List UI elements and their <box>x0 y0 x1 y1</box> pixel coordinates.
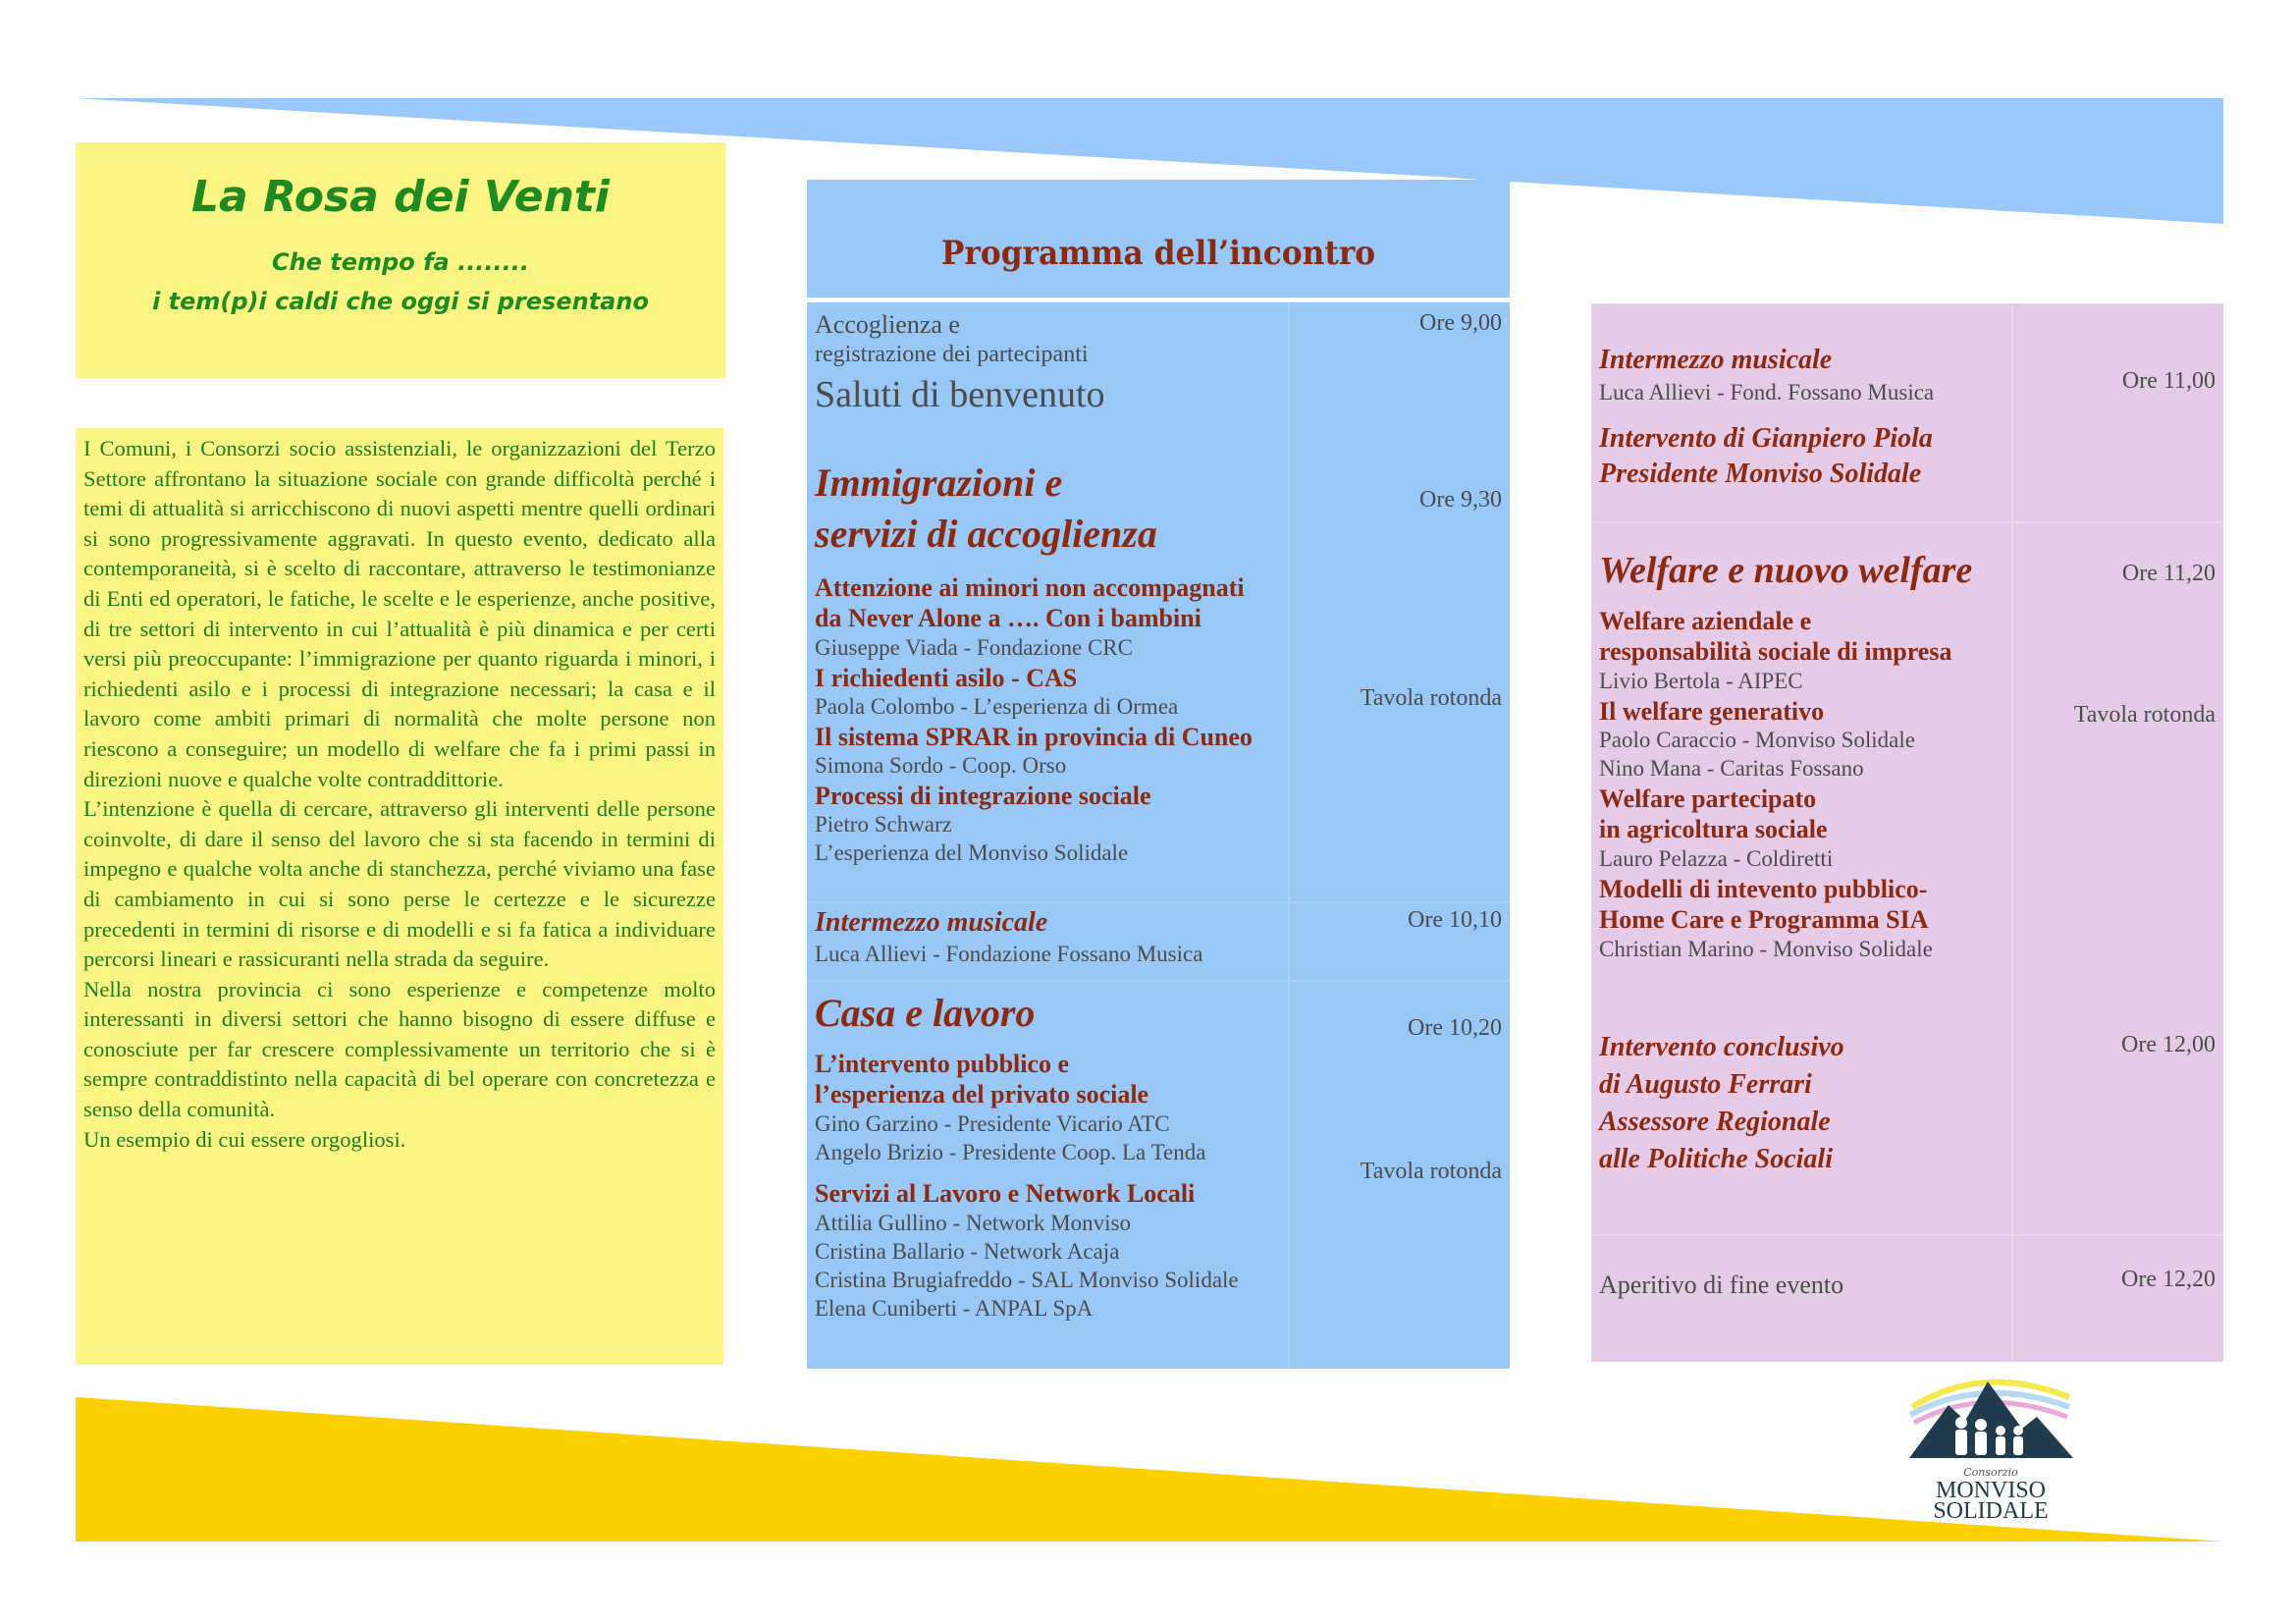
time-1020: Ore 10,20 <box>1408 1015 1502 1041</box>
asilo-title: I richiedenti asilo - CAS <box>815 664 1078 692</box>
esperienza-monviso: L’esperienza del Monviso Solidale <box>815 840 1129 865</box>
immigrazioni-title-1: Immigrazioni e <box>815 460 1063 505</box>
program-header-box <box>807 180 1510 298</box>
event-subtitle <box>76 243 725 321</box>
minori-line-2: da Never Alone a …. Con i bambini <box>815 604 1201 632</box>
conclusivo-line-2: di Augusto Ferrari <box>1599 1069 1812 1100</box>
logo-solidale: SOLIDALE <box>1933 1498 2049 1524</box>
accoglienza-line-1: Accoglienza e <box>815 310 960 339</box>
speaker-schwarz: Pietro Schwarz <box>815 812 952 837</box>
conclusivo-line-4: alle Politiche Sociali <box>1599 1144 1833 1174</box>
tavola-rotonda-1: Tavola rotonda <box>1360 685 1502 711</box>
event-title: La Rosa dei Venti <box>190 172 611 222</box>
aziendale-line-1: Welfare aziendale e <box>1599 607 1812 635</box>
speaker-caraccio: Paolo Caraccio - Monviso Solidale <box>1599 728 1915 752</box>
intermezzo-speaker: Luca Allievi - Fondazione Fossano Musica <box>815 942 1203 966</box>
speaker-colombo: Paola Colombo - L’esperienza di Ormea <box>815 694 1179 719</box>
pubblico-line-1: L’intervento pubblico e <box>815 1050 1070 1078</box>
speaker-ballario: Cristina Ballario - Network Acaja <box>815 1239 1120 1264</box>
accoglienza-line-2: registrazione dei partecipanti <box>815 342 1089 367</box>
time-1010: Ore 10,10 <box>1408 907 1502 933</box>
servizi-lavoro-title: Servizi al Lavoro e Network Locali <box>815 1179 1196 1208</box>
speaker-garzino: Gino Garzino - Presidente Vicario ATC <box>815 1111 1170 1136</box>
time-930: Ore 9,30 <box>1419 487 1502 513</box>
modelli-line-1: Modelli di intevento pubblico- <box>1599 875 1928 903</box>
speaker-viada: Giuseppe Viada - Fondazione CRC <box>815 635 1133 660</box>
time-1120: Ore 11,20 <box>2121 561 2216 586</box>
speaker-cuniberti: Elena Cuniberti - ANPAL SpA <box>815 1296 1094 1321</box>
speaker-brugiafreddo: Cristina Brugiafreddo - SAL Monviso Solidale <box>815 1268 1239 1292</box>
aziendale-line-2: responsabilità sociale di impresa <box>1599 637 1952 666</box>
sprar-title: Il sistema SPRAR in provincia di Cuneo <box>815 723 1253 751</box>
row-divider <box>807 980 1510 982</box>
row-divider <box>807 901 1510 903</box>
program-panel <box>807 302 1510 1369</box>
saluti-title: Saluti di benvenuto <box>815 374 1105 415</box>
speaker-sordo: Simona Sordo - Coop. Orso <box>815 753 1067 778</box>
row-divider <box>1591 1234 2223 1236</box>
title-box <box>76 142 725 378</box>
intro-box <box>76 428 723 1365</box>
logo-monviso: MONVISO <box>1935 1478 2047 1503</box>
aperitivo: Aperitivo di fine evento <box>1599 1271 1844 1299</box>
time-1100: Ore 11,00 <box>2121 368 2216 394</box>
conclusivo-line-1: Intervento conclusivo <box>1599 1032 1844 1062</box>
speaker-pelazza: Lauro Pelazza - Coldiretti <box>1599 846 1834 871</box>
intermezzo-title: Intermezzo musicale <box>815 907 1048 938</box>
partecipato-line-2: in agricoltura sociale <box>1599 815 1828 843</box>
piola-line-2: Presidente Monviso Solidale <box>1599 459 1922 489</box>
speaker-mana: Nino Mana - Caritas Fossano <box>1599 756 1864 781</box>
conclusivo-line-3: Assessore Regionale <box>1599 1107 1831 1137</box>
minori-line-1: Attenzione ai minori non accompagnati <box>815 573 1245 602</box>
speaker-bertola: Livio Bertola - AIPEC <box>1599 669 1803 693</box>
speaker-brizio: Angelo Brizio - Presidente Coop. La Tenda <box>815 1140 1206 1164</box>
speaker-gullino: Attilia Gullino - Network Monviso <box>815 1211 1131 1235</box>
piola-line-1: Intervento di Gianpiero Piola <box>1599 423 1933 454</box>
time-900: Ore 9,00 <box>1419 310 1502 336</box>
intermezzo-speaker-2: Luca Allievi - Fond. Fossano Musica <box>1599 380 1935 405</box>
tavola-rotonda-2: Tavola rotonda <box>1360 1159 1502 1184</box>
subtitle-line-1: Che tempo fa ........ <box>271 248 530 276</box>
column-divider <box>1288 302 1290 1369</box>
monviso-solidale-logo <box>1904 1368 2076 1525</box>
intermezzo-title-2: Intermezzo musicale <box>1599 345 1833 375</box>
logo-mark <box>1904 1368 2076 1525</box>
immigrazioni-title-2: servizi di accoglienza <box>815 512 1157 556</box>
welfare-title: Welfare e nuovo welfare <box>1599 550 1973 591</box>
program-title: Programma dell’incontro <box>940 234 1376 273</box>
logo-consorzio: Consorzio <box>1963 1466 2018 1479</box>
tavola-rotonda-3: Tavola rotonda <box>2073 702 2216 728</box>
generativo-title: Il welfare generativo <box>1599 697 1825 726</box>
afternoon-panel <box>1591 303 2223 1362</box>
time-1200: Ore 12,00 <box>2121 1032 2216 1057</box>
time-1220: Ore 12,20 <box>2121 1267 2216 1292</box>
integrazione-title: Processi di integrazione sociale <box>815 782 1151 810</box>
subtitle-line-2: i tem(p)i caldi che oggi si presentano <box>152 288 649 315</box>
casa-lavoro-title: Casa e lavoro <box>815 991 1036 1035</box>
yellow-bottom-band <box>76 1397 2223 1542</box>
modelli-line-2: Home Care e Programma SIA <box>1599 905 1929 934</box>
intro-paragraph: I Comuni, i Consorzi socio assistenziali, le organizzazioni del Terzo Settore affrontano la situazione sociale con grande difficoltà perché i temi di attualità si arricchiscono di nuovi aspetti mentre quelli ordinari si sono progressivamente aggravati. In questo evento, dedicato alla contemporaneità, si è scelto di raccontare, attraverso le testimonianze di Enti ed operatori, le fatiche, le scelte e le esperienze, anche positive, di tre settori di intervento in cui l’attualità è più dinamica e per certi versi più preoccupante: l’immigrazione per quanto riguarda i minori, i richiedenti asilo e i processi di integrazione necessari; la casa e il lavoro come ambiti primari di normalità che molte persone non riescono a conseguire; un modello di welfare che fa i primi passi in direzioni nuove e qualche volte contraddittorie. L’intenzione è quella di cercare, attraverso gli interventi delle persone coinvolte, di dare il senso del lavoro che si sta facendo in termini di impegno e qualche volta anche di stanchezza, perché viviamo una fase di cambiamento in cui si sono perse le certezze e le sicurezze precedenti in termini di risorse e di modelli e si fa fatica a individuare percorsi lineari e rassicuranti nella strada da seguire. Nella nostra provincia ci sono esperienze e competenze molto interessanti in diversi settori che hanno bisogno di essere diffuse e conosciute per far crescere complessivamente un territorio che si è sempre contraddistinto nella capacità di bel operare con concretezza e senso della comunità. Un esempio di cui essere orgogliosi. <box>83 436 716 1152</box>
pubblico-line-2: l’esperienza del privato sociale <box>815 1080 1149 1109</box>
row-divider <box>1591 521 2223 523</box>
speaker-marino: Christian Marino - Monviso Solidale <box>1599 937 1933 961</box>
column-divider <box>2011 303 2013 1362</box>
partecipato-line-1: Welfare partecipato <box>1599 784 1817 813</box>
